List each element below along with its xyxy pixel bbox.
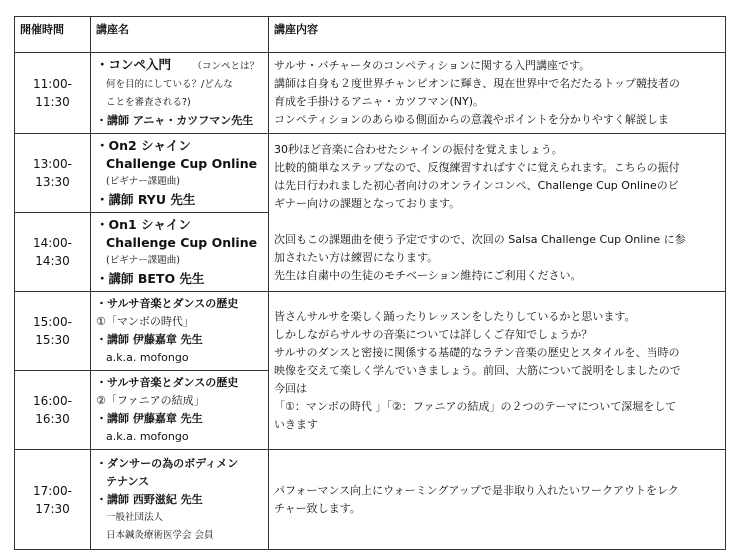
session-note: 何を目的にしている？/どんな — [106, 79, 233, 90]
session-note: （コンペとは？ — [192, 61, 260, 72]
session-instructor: ・講師 RYU 先生 — [96, 192, 196, 207]
instructor-affiliation: 日本鍼灸療術医学会 会員 — [106, 529, 214, 541]
session-instructor: ・講師 伊藤嘉章 先生 — [96, 333, 203, 346]
session-time: 11:00-11:30 — [15, 53, 91, 134]
schedule-table — [14, 16, 726, 550]
session-name: Challenge Cup Online — [106, 156, 258, 171]
session-note: ことを審査される?) — [106, 97, 191, 108]
description-line: サルサ・バチャータのコンペティションに関する入門講座です。 — [274, 59, 591, 72]
instructor-alias: a.k.a. mofongo — [106, 351, 189, 364]
table-row — [15, 134, 726, 213]
description-line: 皆さんサルサを楽しく踊ったりレッスンをしたりしているかと思います。 — [274, 309, 636, 323]
session-title — [91, 134, 269, 213]
description-line: サルサのダンスと密接に関係する基礎的なラテン音楽の歴史とスタイルを、当時の — [274, 345, 680, 359]
session-note: (ビギナー課題曲) — [106, 176, 180, 187]
header-time: 開催時間 — [15, 17, 91, 53]
session-name: ・コンペ入門 — [96, 57, 172, 72]
session-name: テナンス — [106, 474, 150, 488]
table-row — [15, 450, 726, 550]
session-title — [91, 450, 269, 550]
table-row — [15, 53, 726, 134]
session-time: 16:00-16:30 — [15, 371, 91, 450]
instructor-alias: a.k.a. mofongo — [106, 430, 189, 443]
header-title: 講座名 — [91, 17, 269, 53]
session-title — [91, 371, 269, 450]
session-instructor: ・講師 BETO 先生 — [96, 271, 205, 286]
description-line: 30秒ほど音楽に合わせたシャインの振付を覚えましょう。 — [274, 142, 563, 156]
description-line: 映像を交えて楽しく学んでいきましょう。前回、大筋について説明をしましたので — [274, 363, 681, 377]
session-time: 13:00-13:30 — [15, 134, 91, 213]
session-name: ・On2 シャイン — [96, 138, 191, 153]
session-description — [269, 53, 726, 134]
header-content: 講座内容 — [269, 17, 726, 53]
description-line: 育成を手掛けるアニャ・カツフマン(NY)。 — [274, 95, 484, 108]
description-line: いきます — [274, 417, 318, 431]
session-theme: ②「ファニアの結成」 — [96, 394, 205, 407]
description-line: 次回もこの課題曲を使う予定ですので、次回の Salsa Challenge Cup Online に参 — [274, 232, 686, 246]
session-name: ・On1 シャイン — [96, 217, 191, 232]
session-instructor: ・講師 西野滋紀 先生 — [96, 492, 203, 506]
instructor-affiliation: 一般社団法人 — [106, 511, 164, 523]
description-line: は先日行われました初心者向けのオンラインコンペ、Challenge Cup Onlineのビ — [274, 178, 679, 192]
description-line: ギナー向けの課題となっております。 — [274, 196, 461, 210]
session-name: ・サルサ音楽とダンスの歴史 — [96, 297, 239, 310]
description-line: 比較的簡単なステップなので、反復練習すればすぐに覚えられます。こちらの振付 — [274, 160, 680, 174]
table-header-row — [15, 17, 726, 53]
session-instructor: ・講師 伊藤嘉章 先生 — [96, 412, 203, 425]
description-line: パフォーマンス向上にウォーミングアップで是非取り入れたいワークアウトをレク — [274, 483, 679, 497]
description-line: チャー致します。 — [274, 501, 361, 515]
session-time: 17:00-17:30 — [15, 450, 91, 550]
description-line: 先生は自粛中の生徒のモチベーション維持にご利用ください。 — [274, 268, 582, 282]
session-name: ・ダンサーの為のボディメン — [96, 456, 239, 470]
session-title — [91, 53, 269, 134]
description-line: 講師は自身も２度世界チャンピオンに輝き、現在世界中で名だたるトップ競技者の — [274, 77, 680, 90]
session-instructor: ・講師 アニャ・カツフマン先生 — [96, 114, 254, 127]
session-name: Challenge Cup Online — [106, 235, 258, 250]
description-line: 「①：マンボの時代 」「②：ファニアの結成」の２つのテーマについて深堀をして — [274, 399, 677, 413]
session-theme: ①「マンボの時代」 — [96, 315, 194, 328]
session-description — [269, 292, 726, 450]
session-description — [269, 450, 726, 550]
description-line: 加されたい方は練習になります。 — [274, 250, 439, 264]
session-time: 14:00-14:30 — [15, 213, 91, 292]
description-line: 今回は — [274, 381, 307, 395]
description-line: コンペティションのあらゆる側面からの意義やポイントを分かりやすく解説しま — [274, 113, 669, 126]
table-row — [15, 292, 726, 371]
description-line: しかしながらサルサの音楽については詳しくご存知でしょうか？ — [274, 327, 593, 341]
session-title — [91, 292, 269, 371]
session-time: 15:00-15:30 — [15, 292, 91, 371]
session-name: ・サルサ音楽とダンスの歴史 — [96, 376, 239, 389]
session-title — [91, 213, 269, 292]
session-note: (ビギナー課題曲) — [106, 255, 180, 266]
session-description — [269, 134, 726, 292]
